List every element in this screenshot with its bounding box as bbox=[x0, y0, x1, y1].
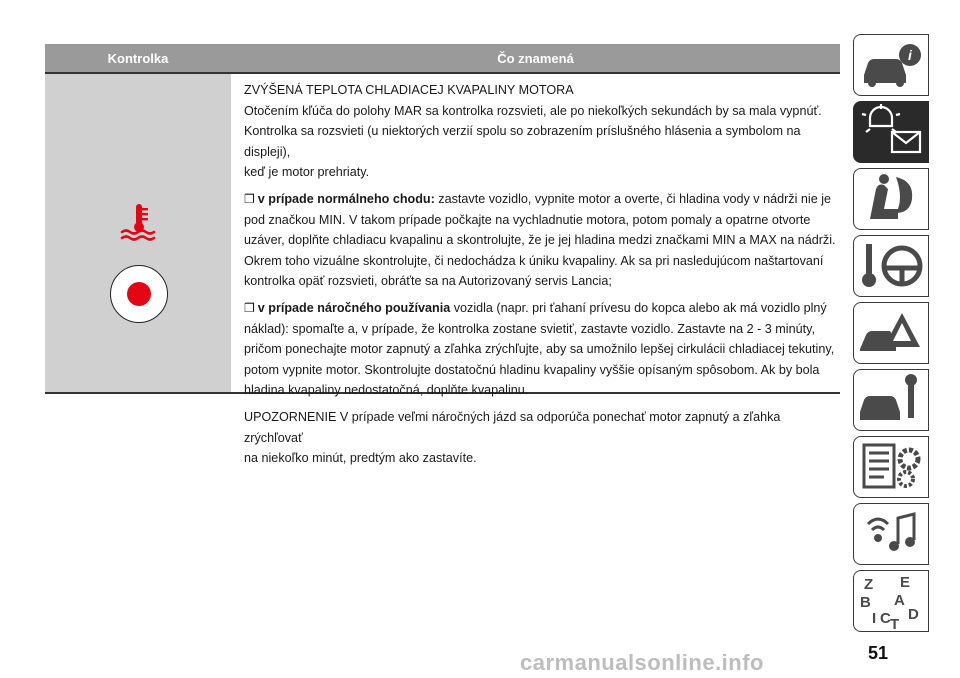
index-letter: I bbox=[872, 610, 877, 627]
tab-index[interactable] bbox=[853, 570, 929, 632]
text-line: Kontrolka sa rozsvieti (u niektorých verzií spolu so zobrazením príslušného hlásenia a symbolom na displeji), bbox=[244, 124, 801, 159]
index-letter: E bbox=[900, 574, 911, 591]
warning-note: UPOZORNENIE V prípade veľmi náročných jázd sa odporúča ponechať motor zapnutý a zľahka zrýchľovať bbox=[244, 409, 781, 445]
index-letter: A bbox=[894, 592, 905, 609]
multimedia-music-icon bbox=[854, 504, 929, 564]
icon-cell bbox=[45, 74, 231, 392]
text-line: pričom ponechajte motor zapnutý a zľahka zrýchľujte, aby sa umožnilo lepšej cirkulácii chladiacej tekutiny, bbox=[244, 342, 835, 357]
svg-text:i: i bbox=[908, 47, 912, 63]
tab-technical-data[interactable] bbox=[853, 436, 929, 498]
bullet-bold: v prípade normálneho chodu: bbox=[257, 191, 435, 206]
text-line: keď je motor prehriaty. bbox=[244, 165, 370, 180]
car-service-tools-icon bbox=[854, 370, 929, 430]
bullet-text: zastavte vozidlo, vypnite motor a overte, či hladina vody v nádrži nie je bbox=[434, 191, 832, 206]
warning-lights-message-icon bbox=[854, 102, 929, 162]
text-line: uzáver, doplňte chladiacu kvapalinu a skontrolujte, že je jej hladina medzi značkami MIN a MAX na nádrži. bbox=[244, 233, 836, 248]
tab-multimedia[interactable] bbox=[853, 503, 929, 565]
index-letter: B bbox=[860, 594, 871, 611]
text-line: Otočením kľúča do polohy MAR sa kontrolka rozsvieti, ale po niekoľkých sekundách by sa mala vypnúť. bbox=[244, 103, 822, 118]
bullet-heavy bbox=[244, 298, 840, 319]
header-meaning: Čo znamená bbox=[497, 50, 574, 66]
bullet-square: ❒ bbox=[244, 300, 255, 315]
text-line: hladina kvapaliny nedostatočná, doplňte kvapalinu. bbox=[244, 383, 529, 398]
table-row bbox=[45, 74, 840, 466]
index-letter: Z bbox=[864, 576, 874, 593]
page-number: 51 bbox=[868, 643, 889, 663]
text-line: náklad): spomaľte a, v prípade, že kontrolka zostane svietiť, zastavte vozidlo. Zastavte na 2 - 3 minúty, bbox=[244, 321, 815, 336]
watermark: carmanualsonline.info bbox=[520, 650, 764, 675]
key-steering-wheel-icon bbox=[854, 236, 929, 296]
table-header bbox=[45, 44, 840, 74]
bullet-normal bbox=[244, 189, 840, 210]
tab-warning-lights[interactable] bbox=[853, 101, 929, 163]
text-line: Okrem toho vizuálne skontrolujte, či nedochádza k úniku kvapaliny. Ak sa pri nasledujúcom naštartovaní bbox=[244, 253, 824, 268]
red-dot bbox=[127, 282, 151, 306]
warning-title: ZVÝŠENÁ TEPLOTA CHLADIACEJ KVAPALINY MOTORA bbox=[244, 83, 574, 97]
text-line: pod značkou MIN. V takom prípade počkajte na vychladnutie motora, potom pomaly a opatrne otvorte bbox=[244, 212, 811, 227]
index-letter: T bbox=[890, 616, 900, 631]
bullet-bold: v prípade náročného používania bbox=[257, 300, 451, 315]
car-info-icon bbox=[854, 35, 929, 95]
tab-safety[interactable] bbox=[853, 168, 929, 230]
alphabetical-index-icon bbox=[854, 571, 929, 631]
warning-light-table bbox=[45, 44, 840, 466]
index-letter: D bbox=[908, 606, 919, 623]
tab-emergency[interactable] bbox=[853, 302, 929, 364]
coolant-temperature-icon bbox=[119, 202, 159, 242]
text-line: na niekoľko minút, predtým ako zastavíte. bbox=[244, 451, 477, 466]
header-kontrolka: Kontrolka bbox=[107, 50, 169, 66]
accident-warning-triangle-icon bbox=[854, 303, 929, 363]
text-line: kontrolka opäť rozsvieti, obráťte sa na Autorizovaný servis Lancia; bbox=[244, 274, 612, 289]
specifications-gear-icon bbox=[854, 437, 929, 497]
tab-maintenance[interactable] bbox=[853, 369, 929, 431]
tab-starting-driving[interactable] bbox=[853, 235, 929, 297]
bullet-text: vozidla (napr. pri ťahaní prívesu do kopca alebo ak má vozidlo plný bbox=[450, 300, 827, 315]
seat-airbag-icon bbox=[854, 169, 929, 229]
red-warning-lamp-icon bbox=[110, 265, 168, 323]
bullet-square: ❒ bbox=[244, 191, 255, 206]
index-letter: C bbox=[880, 610, 891, 627]
tab-car-info[interactable] bbox=[853, 34, 929, 96]
meaning-cell bbox=[231, 74, 840, 466]
text-line: potom vypnite motor. Skontrolujte dostatočnú hladinu kvapaliny vyššie opísaným spôsobom. Ak by bola bbox=[244, 362, 820, 377]
